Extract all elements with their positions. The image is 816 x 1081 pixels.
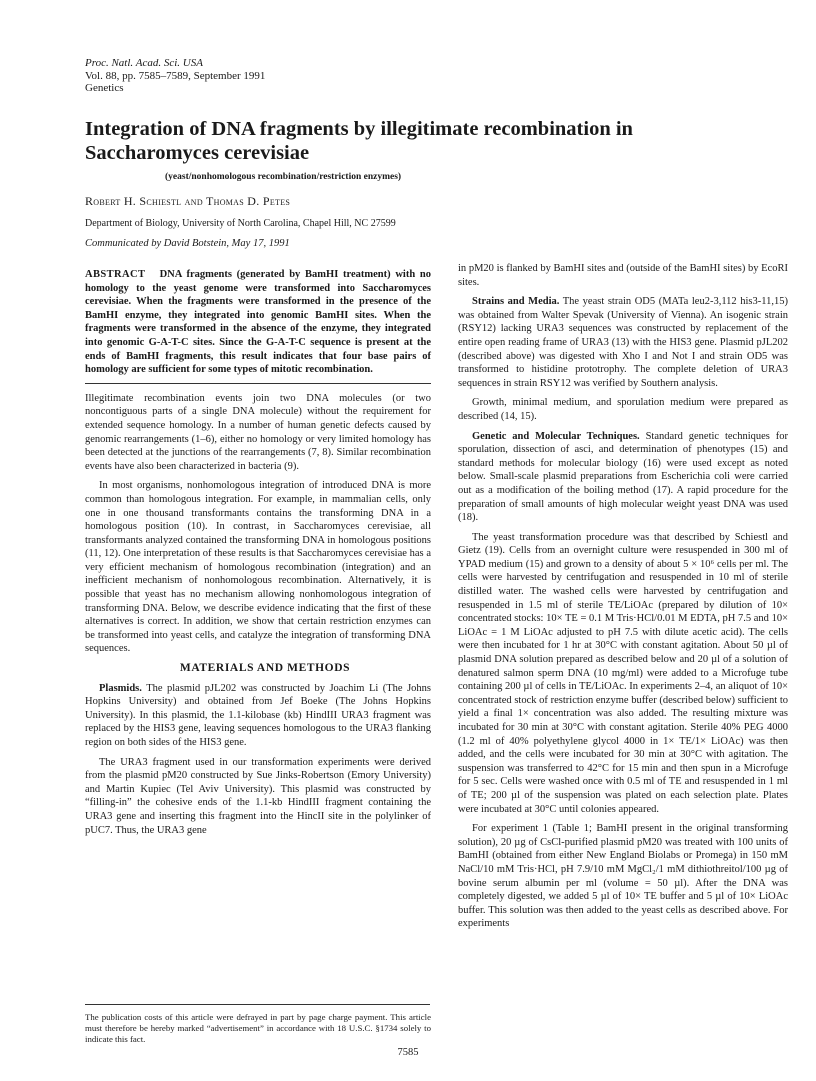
- ura3-paragraph: The URA3 fragment used in our transformation experiments were derived from the plasmid pM20 constructed by Sue Jinks-Robertson (Emory University) and Martin Kupiec (Tel Aviv University). This plasmid was constructed by “filling-in” the cohesive ends of the 1.1-kb HindIII fragment containing the URA3 gene and inserting this fragment into the HincII site in the polylinker of pUC7. Thus, the URA3 gene: [85, 756, 431, 836]
- page-number: 7585: [397, 1047, 419, 1058]
- journal-volume: Vol. 88, pp. 7585–7589, September 1991: [85, 69, 266, 82]
- plasmids-text: The plasmid pJL202 was constructed by Joachim Li (The Johns Hopkins University) and obtained from Jef Boeke (The Johns Hopkins University). In this plasmid, the 1.1-kilobase (kb) HindIII URA3 fragment was replaced by the HIS3 gene, leaving sequences homologous to the URA3 flanking region on both sides of the HIS3 gene.: [85, 682, 431, 748]
- genetic-label: Genetic and Molecular Techniques.: [472, 430, 640, 442]
- authors: Robert H. Schiestl and Thomas D. Petes: [85, 194, 291, 208]
- plasmids-label: Plasmids.: [99, 682, 142, 694]
- keywords: (yeast/nonhomologous recombination/restriction enzymes): [165, 172, 402, 182]
- plasmids-paragraph: [85, 682, 431, 750]
- abstract-label: ABSTRACT: [85, 269, 146, 280]
- footnote-divider: [85, 1004, 430, 1005]
- strains-label: Strains and Media.: [472, 296, 560, 308]
- right-column: [458, 262, 788, 937]
- growth-paragraph: Growth, minimal medium, and sporulation medium were prepared as described (14, 15).: [458, 397, 788, 422]
- methods-heading: MATERIALS AND METHODS: [179, 662, 351, 675]
- genetic-paragraph: [458, 430, 788, 525]
- genetic-text: Standard genetic techniques for sporulation, dissection of asci, and determination of phenotypes (15) and standard methods for molecular biology (16) were used except as noted below. Small-scale plasmid preparations from Escherichia coli were carried out as a modification of the boiling method (17). A rapid procedure for the preparation of small amounts of high molecular weight yeast DNA was used (18).: [458, 430, 788, 524]
- journal-section: Genetics: [85, 82, 124, 94]
- abstract-divider: [85, 383, 431, 384]
- strains-paragraph: [458, 295, 788, 390]
- abstract: [85, 268, 431, 377]
- communicated-by: Communicated by David Botstein, May 17, 1991: [85, 238, 290, 249]
- continuation-paragraph: in pM20 is flanked by BamHI sites and (outside of the BamHI sites) by EcoRI sites.: [458, 263, 788, 288]
- left-column: [85, 268, 431, 843]
- article-title: Integration of DNA fragments by illegitimate recombination in Saccharomyces cerevisiae: [85, 118, 633, 164]
- journal-header: [85, 57, 265, 95]
- strains-text: The yeast strain OD5 (MATa leu2-3,112 his3-11,15) was obtained from Walter Spevak (University of Vienna). An isogenic strain (RSY12) lacking URA3 sequences was constructed by replacement of the entire open reading frame of URA3 (13) with the HIS3 gene. Plasmid pJL202 (described above) was digested with Xho I and Not I and strain OD5 was transformed to histidine prototrophy. The complete deletion of URA3 sequences in strain RSY12 was verified by Southern analysis.: [458, 296, 788, 389]
- affiliation: Department of Biology, University of North Carolina, Chapel Hill, NC 27599: [85, 218, 396, 229]
- footnote: The publication costs of this article were defrayed in part by page charge payment. This article must therefore be hereby marked “advertisement” in accordance with 18 U.S.C. §1734 solely to indicate this fact.: [85, 1012, 431, 1044]
- intro-paragraph-1: Illegitimate recombination events join two DNA molecules (or two noncontiguous parts of a single DNA molecule) without the requirement for extended sequence homology. In a number of human genetic defects caused by genomic rearrangements (1–6), either no homology or very limited homology has been detected at the junctions of the rearrangements (7, 8). Similar recombination events have also been characterized in bacteria (9).: [85, 392, 431, 472]
- abstract-text: DNA fragments (generated by BamHI treatment) with no homology to the yeast genome were transformed into Saccharomyces cerevisiae. When the fragments were transformed in the presence of the BamHI enzyme, they integrated into genomic BamHI sites. When the fragments were transformed in the absence of the enzyme, they integrated into genomic G-A-T-C sites. Since the G-A-T-C sequence is present at the ends of BamHI fragments, this result indicates that four base pairs of homology are sufficient for some types of mitotic recombination.: [85, 269, 432, 376]
- intro-paragraph-2: In most organisms, nonhomologous integration of introduced DNA is more common than homologous integration. For example, in mammalian cells, only one in one thousand transformants contains the transforming DNA in a homologous position (10). In contrast, in Saccharomyces cerevisiae, all transformants analyzed contained the transforming DNA in homologous positions (11, 12). One interpretation of these results is that Saccharomyces cerevisiae has a very efficient mechanism of homologous recombination (integration) and an inefficient mechanism of nonhomologous recombination. Alternatively, it is possible that yeast has no mechanism allowing nonhomologous integration of transforming DNA. Below, we describe evidence indicating that the first of these alternatives is correct. In addition, we show that certain restriction enzymes can be transformed into yeast cells, and catalyze the integration of transforming DNA sequences.: [85, 480, 431, 655]
- journal-name: Proc. Natl. Acad. Sci. USA: [85, 57, 203, 69]
- experiment1-paragraph: For experiment 1 (Table 1; BamHI present in the original transforming solution), 20 µg of CsCl-purified plasmid pM20 was treated with 100 units of BamHI (obtained from either New England Biolabs or Promega) in 150 mM NaCl/10 mM Tris·HCl, pH 7.9/10 mM MgCl₂/1 mM dithiothreitol/100 µg of bovine serum albumin per ml (volume = 50 µl). After the DNA was completely digested, we added 5 µl of 10× TE buffer and 5 µl of 10× LiOAc buffer. This solution was then added to the yeast cells as described above. For experiments: [458, 823, 788, 930]
- transformation-paragraph: The yeast transformation procedure was that described by Schiestl and Gietz (19). Cells from an overnight culture were resuspended in 300 ml of YPAD medium (15) and grown to a density of about 5 × 10⁶ cells per ml. The cells were harvested by centrifugation and resuspended in 10 ml of sterile distilled water. The washed cells were harvested by centrifugation and resuspended in 1.5 ml of sterile TE/LiOAc (prepared by dilution of 10× concentrated stocks: 10× TE = 0.1 M Tris·HCl/0.01 M EDTA, pH 7.5 and 10× LiOAc = 1 M LiOAc adjusted to pH 7.5 with dilute acetic acid). The cells were then incubated for 1 hr at 30°C with constant agitation. About 50 µl of plasmid DNA solution prepared as described below and 20 µl of a solution of denatured salmon sperm DNA (10 mg/ml) were added to a Microfuge tube containing 200 µl of cells in TE/LiOAc. In experiments 2–4, an aliquot of 10× concentrated stock of restriction enzyme buffer (described below) sufficient to yield a final 1× concentration was also added. The resulting mixture was incubated for 30 min at 30°C with constant agitation. Sterile 40% PEG 4000 (1.2 ml of 40% polyethylene glycol 4000 in 1× TE/1× LiOAc) was then added, and the cells were incubated for 30 min at 30°C with agitation. The suspension was transferred to 42°C for 15 min and then spun in a Microfuge for 5 sec. Cells were washed once with 0.5 ml of TE and resuspended in 1 ml of TE; 200 µl of the suspension was plated on each selection plate. Plates were incubated at 30°C until colonies appeared.: [458, 531, 788, 815]
